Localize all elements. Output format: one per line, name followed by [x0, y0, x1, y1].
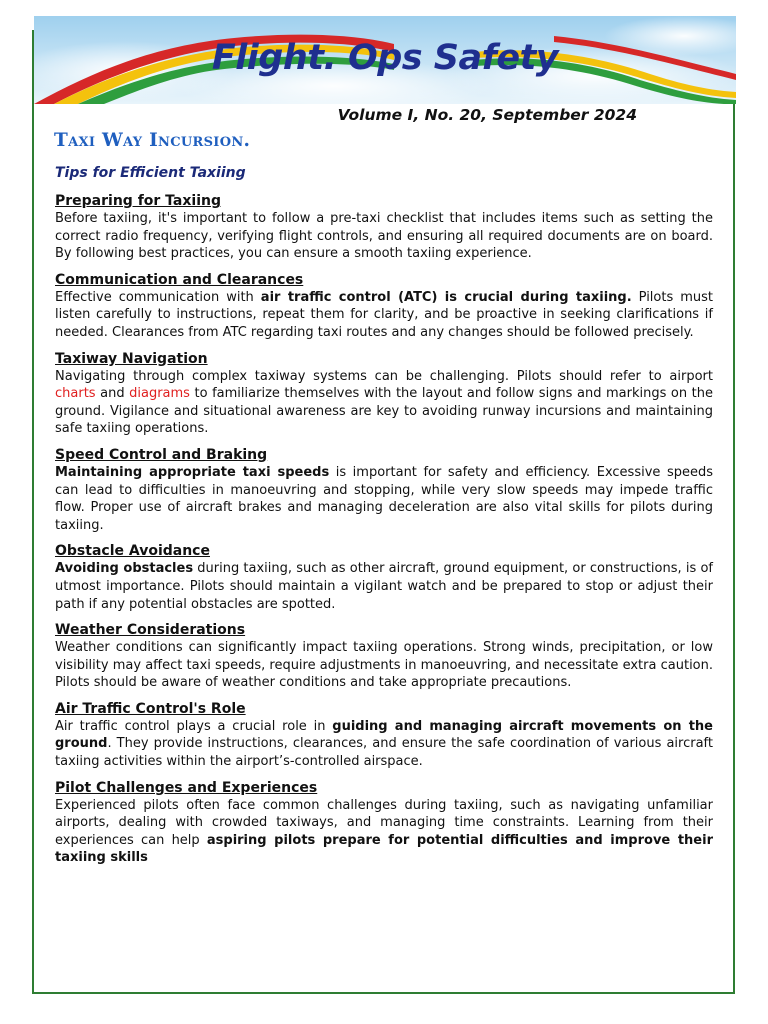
section-communication [55, 272, 713, 342]
section-heading: Taxiway Navigation [55, 350, 208, 367]
section-text: Effective communication with air traffic control (ATC) is crucial during taxiing. Pilots must listen carefully to instructions, repeat them for clarity, and be proactive in seeking clarifications if needed. Clearances from ATC regarding taxi routes and any changes should be followed precisely. [55, 289, 713, 340]
newsletter-title: Flight. Ops Safety [211, 38, 559, 78]
section-heading: Speed Control and Braking [55, 446, 268, 463]
section-heading: Weather Considerations [55, 622, 246, 639]
section-text: Maintaining appropriate taxi speeds is important for safety and efficiency. Excessive speeds can lead to difficulties in manoeuvring and stopping, while very slow speeds may impede traffic flow. Proper use of aircraft brakes and managing deceleration are also vital skills for pilots during taxiing. [55, 464, 713, 533]
section-heading: Obstacle Avoidance [55, 543, 210, 560]
section-atc-role [55, 701, 713, 771]
section-text: Avoiding obstacles during taxiing, such as other aircraft, ground equipment, or constructions, is of utmost importance. Pilots should maintain a vigilant watch and be prepared to stop or adjust their path if any potential obstacles are spotted. [55, 561, 713, 612]
article-title: Taxi Way Incursion. [54, 130, 251, 151]
section-text: Weather conditions can significantly impact taxiing operations. Strong winds, precipitation, or low visibility may affect taxi speeds, require adjustments in manoeuvring, and necessitate extra caution. Pilots should be aware of weather conditions and take appropriate precautions. [55, 640, 713, 691]
section-pilot-challenges [55, 780, 713, 867]
diagrams-highlight: diagrams [129, 386, 190, 402]
charts-highlight: charts [55, 386, 96, 402]
section-text: Before taxiing, it's important to follow a pre-taxi checklist that includes items such as setting the correct radio frequency, verifying flight controls, and ensuring all required documents are on board. By following best practices, you can ensure a smooth taxiing experience. [55, 211, 713, 262]
section-heading: Pilot Challenges and Experiences [55, 779, 318, 796]
section-navigation [55, 351, 713, 438]
section-text: Navigating through complex taxiway systems can be challenging. Pilots should refer to airport charts and diagrams to familiarize themselves with the layout and follow signs and markings on the ground. Vigilance and situational awareness are key to avoiding runway incursions and maintaining safe taxiing operations. [55, 368, 713, 437]
section-speed [55, 447, 713, 534]
issue-info: Volume I, No. 20, September 2024 [337, 106, 637, 124]
header-banner [34, 16, 736, 104]
section-text: Experienced pilots often face common challenges during taxiing, such as navigating unfamiliar airports, dealing with crowded taxiways, and managing time constraints. Learning from their experiences can help aspiring pilots prepare for potential difficulties and improve their taxiing skills [55, 797, 713, 866]
section-heading: Preparing for Taxiing [55, 193, 221, 209]
section-obstacles [55, 543, 713, 613]
article-subtitle: Tips for Efficient Taxiing [55, 165, 246, 181]
section-heading: Air Traffic Control's Role [55, 700, 246, 717]
section-preparing [55, 193, 713, 263]
section-weather [55, 622, 713, 692]
article-body [55, 193, 713, 876]
section-heading: Communication and Clearances [55, 271, 304, 288]
section-text: Air traffic control plays a crucial role in guiding and managing aircraft movements on the ground. They provide instructions, clearances, and ensure the safe coordination of various aircraft taxiing activities within the airport’s-controlled airspace. [55, 718, 713, 770]
